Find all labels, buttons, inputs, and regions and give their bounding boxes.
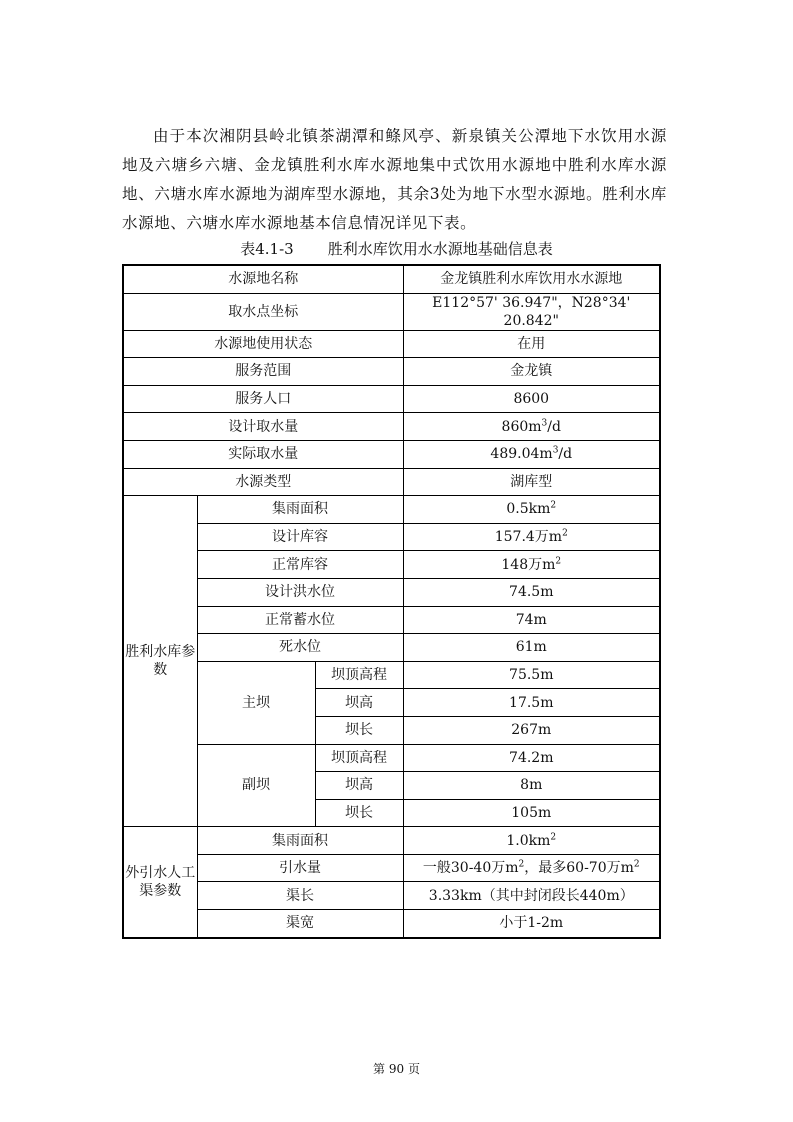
main-dam-label-text: 主坝: [242, 694, 270, 711]
row-label: [123, 358, 403, 386]
row-label-text: 水源地名称: [228, 271, 299, 288]
table-row: [123, 496, 660, 524]
table-row: [123, 293, 660, 330]
dam-param-value: [403, 799, 660, 827]
row-label: [123, 468, 403, 496]
dam-param-label: [315, 744, 403, 772]
dam-param-label-text: 坝长: [345, 722, 373, 739]
table-row: [123, 827, 660, 855]
table-row: [123, 578, 660, 606]
row-value: [403, 358, 660, 386]
table-title: 胜利水库饮用水水源地基础信息表: [327, 240, 553, 258]
dam-param-value: [403, 689, 660, 717]
dam-param-label-text: 坝长: [345, 804, 373, 821]
row-label-text: 服务范围: [235, 363, 292, 380]
row-value-text: 8600: [513, 391, 550, 408]
param-value-text: 61m: [515, 639, 547, 656]
dam-param-value-text: 105m: [511, 804, 552, 821]
row-value-text: 金龙镇胜利水库饮用水水源地: [440, 271, 623, 288]
row-label-text: 实际取水量: [228, 446, 299, 463]
param-label-text: 死水位: [279, 639, 321, 656]
row-value-sup: 3: [541, 418, 548, 429]
row-value: [403, 440, 660, 468]
canal-param-value-unit: ，最多60-70万m: [524, 860, 634, 877]
row-value: [403, 265, 660, 293]
row-value-sup: 3: [552, 445, 559, 456]
param-value-text: 74.5m: [509, 584, 554, 601]
param-value: [403, 523, 660, 551]
table-row: [123, 551, 660, 579]
row-label-text: 水源地使用状态: [214, 335, 313, 352]
dam-param-label: [315, 772, 403, 800]
table-number: 表4.1-3: [240, 240, 294, 258]
dam-param-value: [403, 772, 660, 800]
dam-param-value: [403, 661, 660, 689]
canal-param-label: [197, 854, 403, 882]
param-label-text: 集雨面积: [272, 501, 328, 518]
row-label-text: 服务人口: [235, 391, 292, 408]
canal-param-label-text: 集雨面积: [272, 832, 328, 849]
row-label: [123, 385, 403, 413]
dam-param-label: [315, 716, 403, 744]
param-label: [197, 523, 403, 551]
dam-param-value: [403, 744, 660, 772]
canal-param-value: [403, 882, 660, 910]
dam-param-label-text: 坝顶高程: [331, 667, 387, 684]
dam-param-value-text: 74.2m: [509, 749, 554, 766]
param-value-sup: 2: [562, 528, 568, 539]
param-label: [197, 496, 403, 524]
canal-param-value-text: 1.0km: [506, 832, 551, 849]
table-row: [123, 265, 660, 293]
canal-param-value-sup: 2: [550, 831, 557, 842]
row-label-text: 取水点坐标: [228, 303, 299, 320]
canal-param-label: [197, 882, 403, 910]
table-row: [123, 634, 660, 662]
row-value-text: 489.04m: [490, 446, 553, 463]
canal-param-value: [403, 854, 660, 882]
param-label-text: 正常库容: [272, 556, 328, 573]
row-value-text: 860m: [501, 418, 542, 435]
table-row: [123, 440, 660, 468]
row-label: [123, 330, 403, 358]
param-label: [197, 606, 403, 634]
row-value: [403, 468, 660, 496]
row-value: [403, 293, 660, 330]
table-row: [123, 854, 660, 882]
table-row: [123, 744, 660, 772]
table-row: [123, 385, 660, 413]
canal-param-value-sup: 2: [518, 859, 525, 870]
row-label: [123, 413, 403, 441]
param-value-text: 74m: [515, 611, 547, 628]
row-label: [123, 440, 403, 468]
table-row: [123, 910, 660, 938]
param-label: [197, 551, 403, 579]
canal-param-label: [197, 827, 403, 855]
reservoir-group-label: [123, 496, 197, 827]
param-value: [403, 551, 660, 579]
aux-dam-label-text: 副坝: [242, 777, 270, 794]
row-label-text: 设计取水量: [228, 418, 299, 435]
row-value-unit: /d: [558, 446, 573, 463]
dam-param-label-text: 坝顶高程: [331, 749, 387, 766]
param-value-text: 0.5km: [506, 501, 551, 518]
reservoir-group-label-text: 胜利水库参数: [125, 644, 196, 679]
canal-param-value-sup2: 2: [633, 859, 640, 870]
canal-param-label-text: 渠宽: [286, 915, 314, 932]
dam-param-label: [315, 799, 403, 827]
row-value: [403, 330, 660, 358]
table-caption: [0, 238, 793, 259]
table-row: [123, 523, 660, 551]
dam-param-value-text: 8m: [520, 777, 543, 794]
param-label: [197, 634, 403, 662]
dam-param-value-text: 267m: [511, 722, 552, 739]
param-value-text: 157.4万m: [494, 529, 563, 546]
param-value-text: 148万m: [501, 556, 556, 573]
param-value-sup: 2: [550, 500, 557, 511]
canal-param-label: [197, 910, 403, 938]
canal-param-label-text: 渠长: [286, 887, 314, 904]
dam-param-value-text: 17.5m: [509, 694, 554, 711]
param-value: [403, 578, 660, 606]
row-label: [123, 293, 403, 330]
canal-param-value-text: 小于1-2m: [499, 915, 564, 932]
aux-dam-label: [197, 744, 315, 827]
param-value: [403, 606, 660, 634]
table-row: [123, 413, 660, 441]
canal-param-label-text: 引水量: [279, 860, 321, 877]
dam-param-value: [403, 716, 660, 744]
page-number: 第 90 页: [373, 1062, 420, 1076]
canal-param-value: [403, 827, 660, 855]
param-value: [403, 634, 660, 662]
table-row: [123, 468, 660, 496]
row-label-text: 水源类型: [235, 473, 292, 490]
row-value: [403, 385, 660, 413]
canal-group-label: [123, 827, 197, 938]
param-value-sup: 2: [555, 555, 562, 566]
table-row: [123, 606, 660, 634]
param-label-text: 设计库容: [272, 529, 328, 546]
row-value-text: 湖库型: [510, 473, 553, 490]
row-value: [403, 413, 660, 441]
table-row: [123, 358, 660, 386]
canal-param-value-text: 3.33km（其中封闭段长440m）: [428, 887, 634, 904]
row-label: [123, 265, 403, 293]
dam-param-label: [315, 661, 403, 689]
dam-param-label: [315, 689, 403, 717]
table-row: [123, 661, 660, 689]
main-dam-label: [197, 661, 315, 744]
row-value-unit: /d: [547, 418, 561, 435]
param-label: [197, 578, 403, 606]
param-label-text: 设计洪水位: [265, 584, 335, 601]
row-value-text: E112°57' 36.947"，N28°34' 20.842": [432, 294, 631, 329]
water-source-info-table: [122, 264, 661, 939]
param-value: [403, 496, 660, 524]
canal-param-value: [403, 910, 660, 938]
intro-paragraph: 由于本次湘阴县岭北镇茶湖潭和鲦风亭、新泉镇关公潭地下水饮用水源地及六塘乡六塘、金龙镇胜利水库水源地集中式饮用水源地中胜利水库水源地、六塘水库水源地为湖库型水源地，其余3处为地下水型水源地。胜利水库水源地、六塘水库水源地基本信息情况详见下表。: [122, 127, 667, 232]
row-value-text: 在用: [517, 335, 546, 352]
canal-param-value-text: 一般30-40万m: [422, 860, 519, 877]
canal-group-label-text: 外引水人工渠参数: [125, 864, 196, 899]
table-row: [123, 330, 660, 358]
table-row: [123, 882, 660, 910]
param-label-text: 正常蓄水位: [265, 611, 335, 628]
dam-param-label-text: 坝高: [345, 777, 373, 794]
dam-param-value-text: 75.5m: [509, 667, 554, 684]
dam-param-label-text: 坝高: [345, 694, 373, 711]
row-value-text: 金龙镇: [510, 363, 553, 380]
